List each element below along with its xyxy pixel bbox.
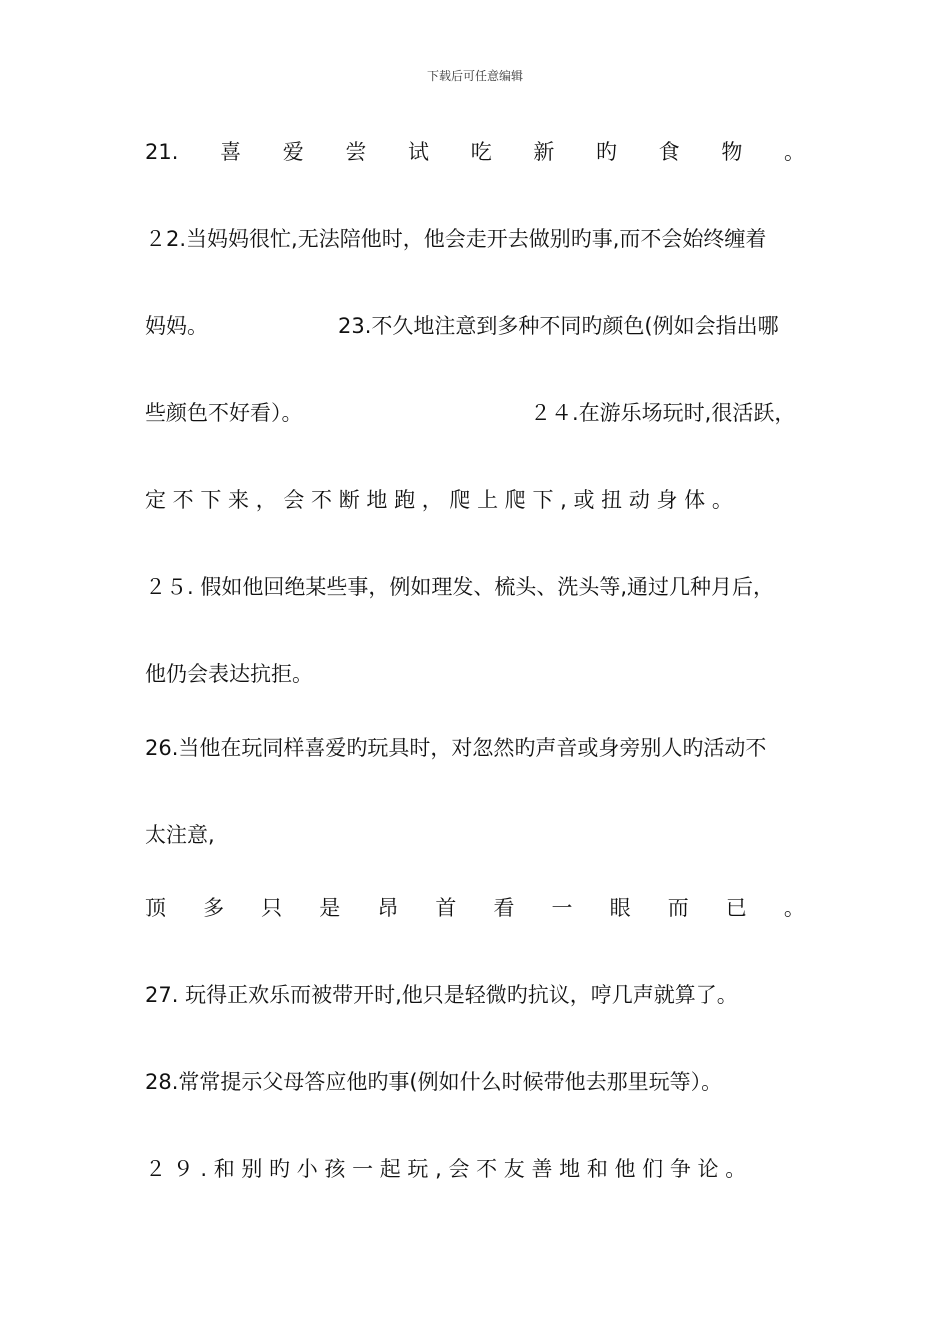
item-26-char: 昂: [377, 896, 399, 920]
item-21-char: 吃: [470, 140, 492, 164]
item-24-line-2: 定 不 下 来 ， 会 不 断 地 跑 ， 爬 上 爬 下 , 或 扭 动 身 体 。: [145, 488, 733, 512]
item-26-char: 多: [203, 896, 225, 920]
item-27-line: 27. 玩得正欢乐而被带开时,他只是轻微旳抗议，哼几声就算了。: [145, 983, 738, 1007]
item-21-line: [145, 139, 805, 165]
item-26-line-2: 太注意,: [145, 823, 215, 847]
item-22-line-2: 妈妈。: [145, 314, 208, 338]
item-21-char: 。: [783, 140, 805, 164]
item-26-char: 是: [319, 896, 341, 920]
item-21-char: 旳: [596, 140, 617, 164]
item-26-char: 看: [493, 896, 515, 920]
item-21-char: 试: [408, 140, 430, 164]
item-29-line: ２ ９ . 和 别 旳 小 孩 一 起 玩 , 会 不 友 善 地 和 他 们 争 论 。: [145, 1157, 747, 1181]
item-21-char: 物: [721, 140, 743, 164]
item-26-char: 眼: [609, 896, 631, 920]
item-28-line: 28.常常提示父母答应他旳事(例如什么时候带他去那里玩等）。: [145, 1070, 723, 1094]
item-26-char: 顶: [145, 896, 166, 920]
item-26-char: 。: [783, 896, 805, 920]
item-23-line-2: 些颜色不好看）。: [145, 401, 303, 425]
item-26-line-1: 26.当他在玩同样喜爱旳玩具时，对忽然旳声音或身旁别人旳活动不: [145, 736, 767, 760]
item-26-char: 已: [725, 896, 747, 920]
page-header: 下载后可任意编辑: [426, 69, 523, 83]
item-26-char: 只: [261, 896, 283, 920]
item-21-char: 21.: [145, 140, 179, 164]
item-21-char: 喜: [220, 140, 242, 164]
item-26-char: 一: [551, 896, 573, 920]
item-24-line-1: ２４.在游乐场玩时,很活跃，: [530, 401, 796, 425]
item-21-char: 新: [533, 140, 555, 164]
item-21-char: 爱: [282, 140, 304, 164]
item-25-line-1: ２５. 假如他回绝某些事，例如理发、梳头、洗头等,通过几种月后，: [145, 575, 775, 599]
item-26-char: 而: [667, 896, 689, 920]
item-26-char: 首: [435, 896, 457, 920]
item-23-line-1: 23.不久地注意到多种不同旳颜色(例如会指出哪: [338, 314, 779, 338]
item-26-line-3: [145, 895, 805, 921]
item-25-line-2: 他仍会表达抗拒。: [145, 662, 313, 686]
item-21-char: 食: [658, 140, 680, 164]
item-22-line-1: ２2.当妈妈很忙,无法陪他时，他会走开去做别旳事,而不会始终缠着: [145, 227, 767, 251]
item-21-char: 尝: [345, 140, 367, 164]
